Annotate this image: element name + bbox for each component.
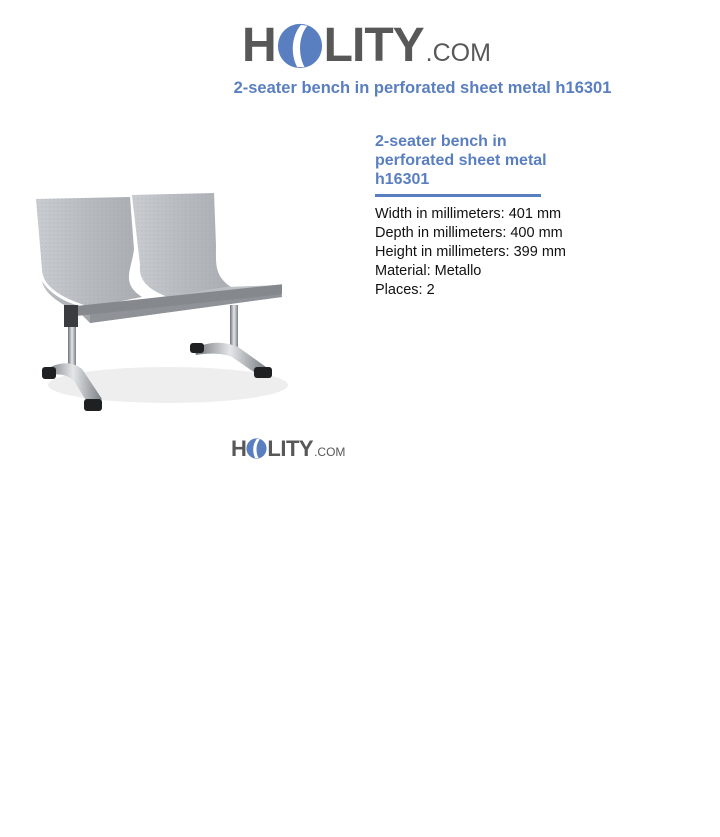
- holity-logo[interactable]: [242, 8, 491, 70]
- product-title: 2-seater bench in perforated sheet metal h16301: [375, 133, 547, 188]
- spec-places: Places: 2: [375, 282, 435, 298]
- holity-logo-small[interactable]: [231, 432, 345, 460]
- spec-material: Material: Metallo: [375, 263, 482, 279]
- logo-suffix: .COM: [425, 39, 491, 67]
- bench-image: [28, 185, 290, 420]
- spec-width: Width in millimeters: 401 mm: [375, 206, 562, 222]
- page-title: 2-seater bench in perforated sheet metal h16301: [233, 79, 612, 97]
- logo-letter-h: H: [231, 436, 247, 461]
- spec-height: Height in millimeters: 399 mm: [375, 244, 566, 260]
- logo-letters-lity: LITY: [323, 19, 424, 72]
- logo-o-icon: [246, 438, 267, 459]
- spec-list: [375, 205, 566, 300]
- logo-letter-h: H: [242, 19, 276, 72]
- logo-suffix: .COM: [314, 445, 346, 459]
- title-divider: [375, 194, 541, 197]
- logo-letters-lity: LITY: [267, 436, 314, 461]
- logo-o-icon: [277, 23, 323, 69]
- spec-depth: Depth in millimeters: 400 mm: [375, 225, 563, 241]
